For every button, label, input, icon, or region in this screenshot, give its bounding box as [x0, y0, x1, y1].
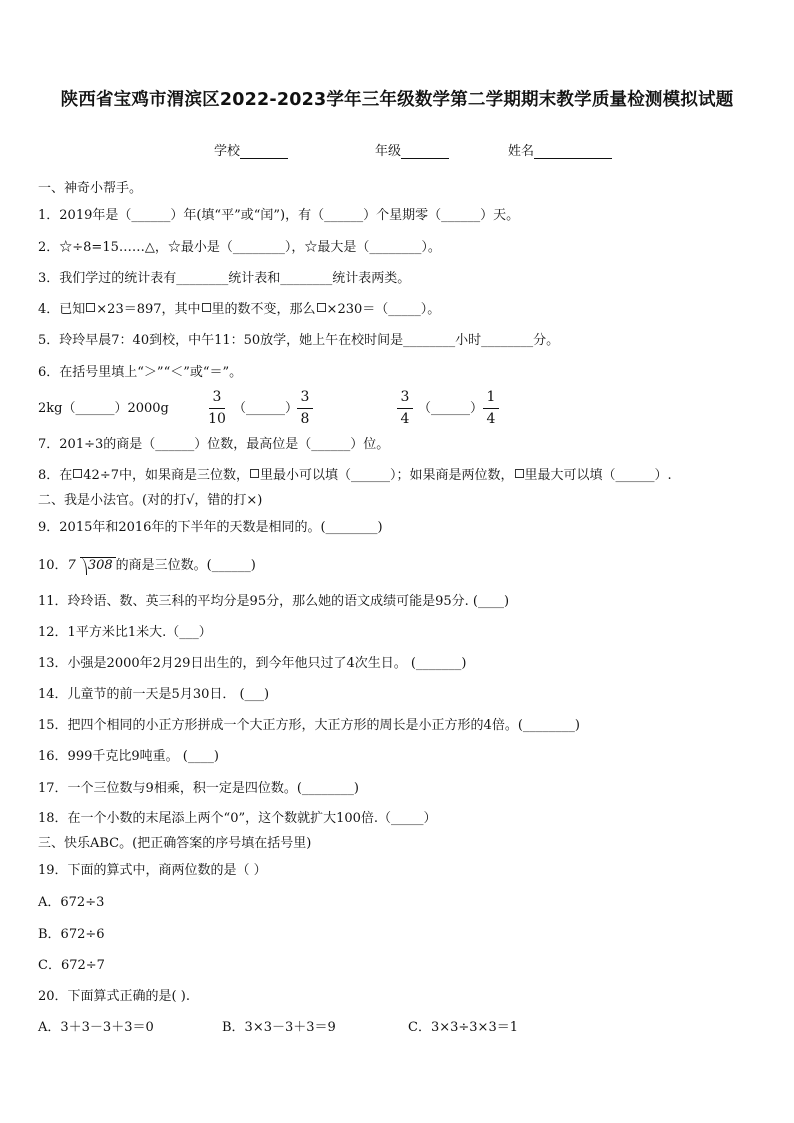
question-20-option-a: A．3＋3－3＋3＝0	[38, 1020, 154, 1035]
question-19-option-c: C．672÷7	[38, 958, 105, 973]
section-2-heading: 二、我是小法官。(对的打√，错的打×)	[38, 493, 263, 508]
box-icon	[250, 469, 259, 478]
school-field	[214, 140, 288, 159]
long-division: 7	[67, 558, 76, 573]
section-1-heading: 一、神奇小帮手。	[38, 181, 143, 196]
question-19: 19．下面的算式中，商两位数的是（ ）	[38, 863, 267, 878]
question-20: 20．下面算式正确的是( ).	[38, 989, 190, 1004]
question-13: 13．小强是2000年2月29日出生的，到今年他只过了4次生日。 (_______)	[38, 656, 467, 671]
box-icon	[515, 469, 524, 478]
question-20-option-c: C．3×3÷3×3＝1	[408, 1020, 518, 1035]
question-5: 5．玲玲早晨7：40到校，中午11：50放学，她上午在校时间是________小时________分。	[38, 333, 560, 348]
question-6: 6．在括号里填上“＞”“＜”或“＝”。	[38, 365, 243, 380]
school-label: 学校	[214, 144, 241, 159]
question-7: 7．201÷3的商是（______）位数，最高位是（______）位。	[38, 437, 390, 452]
question-6-paren-1: （______）	[233, 401, 299, 416]
question-1: 1．2019年是（______）年(填“平”或“闰”)，有（______）个星期零（______）天。	[38, 208, 520, 223]
question-2: 2．☆÷8=15……△，☆最小是（________），☆最大是（________）。	[38, 240, 441, 255]
question-17: 17．一个三位数与9相乘，积一定是四位数。(________)	[38, 781, 359, 796]
name-field	[508, 140, 612, 159]
question-3: 3．我们学过的统计表有________统计表和________统计表两类。	[38, 271, 411, 286]
question-18: 18．在一个小数的末尾添上两个“0”，这个数就扩大100倍.（_____）	[38, 811, 437, 826]
page-title: 陕西省宝鸡市渭滨区2022-2023学年三年级数学第二学期期末教学质量检测模拟试题	[60, 90, 734, 110]
question-19-option-b: B．672÷6	[38, 927, 105, 942]
box-icon	[202, 303, 211, 312]
box-icon	[317, 303, 326, 312]
question-9: 9．2015年和2016年的下半年的天数是相同的。(________)	[38, 520, 383, 535]
box-icon	[86, 303, 95, 312]
fraction-3-4: 3 4	[395, 389, 415, 428]
grade-blank[interactable]	[401, 144, 449, 159]
question-6-paren-2: （______）	[418, 401, 484, 416]
question-19-option-a: A．672÷3	[38, 895, 105, 910]
question-4: 4．已知 ×23＝897，其中 里的数不变，那么 ×230＝（_____）。	[38, 302, 441, 317]
question-10: 10．7 308 的商是三位数。(______)	[38, 558, 256, 573]
name-blank[interactable]	[534, 144, 612, 159]
question-14: 14．儿童节的前一天是5月30日． (___)	[38, 687, 270, 702]
question-16: 16．999千克比9吨重。 (____)	[38, 749, 219, 764]
section-3-heading: 三、快乐ABC。(把正确答案的序号填在括号里)	[38, 836, 312, 851]
question-8: 8．在 42÷7中，如果商是三位数， 里最小可以填（______）；如果商是两位数， 里最大可以填（______）.	[38, 468, 672, 483]
name-label: 姓名	[508, 144, 535, 159]
fraction-1-4: 1 4	[481, 389, 501, 428]
school-blank[interactable]	[240, 144, 288, 159]
question-11: 11．玲玲语、数、英三科的平均分是95分，那么她的语文成绩可能是95分. (____)	[38, 594, 510, 609]
long-division-bracket: 308	[80, 557, 116, 574]
question-20-option-b: B．3×3－3＋3＝9	[222, 1020, 336, 1035]
grade-field	[375, 140, 449, 159]
question-15: 15．把四个相同的小正方形拼成一个大正方形，大正方形的周长是小正方形的4倍。(________)	[38, 718, 580, 733]
fraction-3-8: 3 8	[295, 389, 315, 428]
box-icon	[73, 469, 82, 478]
question-6-row-a: 2kg（______）2000g	[38, 401, 169, 416]
grade-label: 年级	[375, 144, 402, 159]
fraction-3-10: 3 10	[208, 389, 226, 427]
question-12: 12．1平方米比1米大.（___）	[38, 625, 212, 640]
